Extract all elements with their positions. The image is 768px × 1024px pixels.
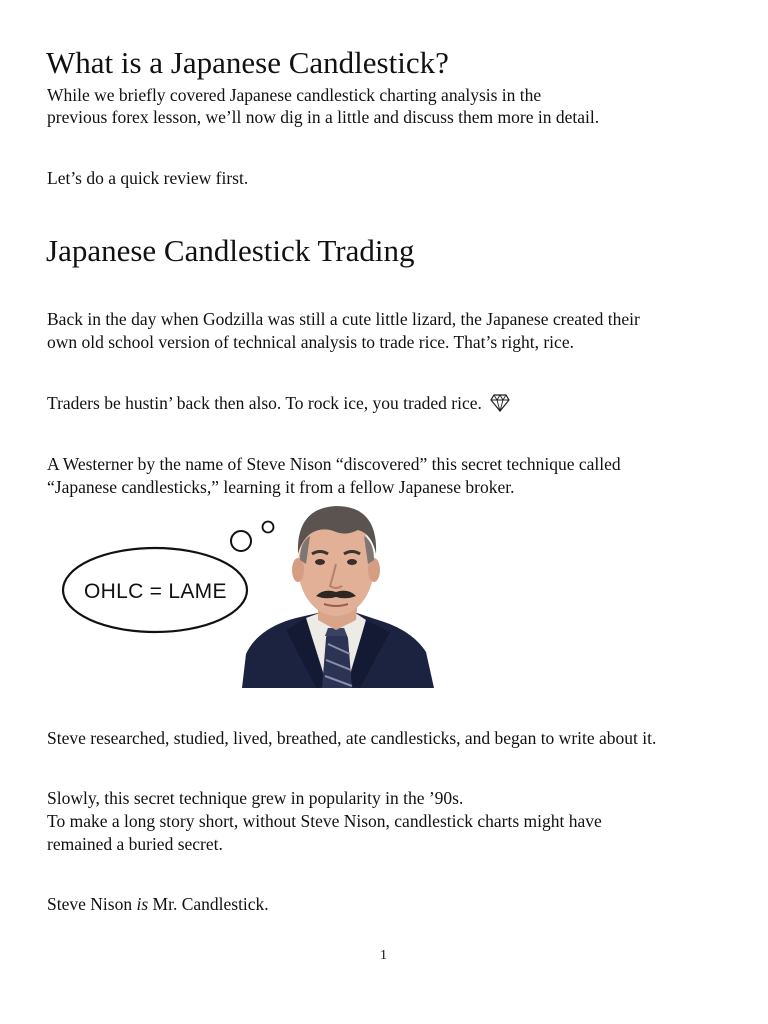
godzilla-line-1: Back in the day when Godzilla was still a cute little lizard, the Japanese created their: [47, 309, 640, 329]
westerner-line-2: “Japanese candlesticks,” learning it from a fellow Japanese broker.: [47, 477, 515, 497]
long-story-line-2: remained a buried secret.: [47, 834, 223, 854]
thought-bubble-dot-small: [263, 522, 274, 533]
long-story-line-1: To make a long story short, without Steve Nison, candlestick charts might have: [47, 811, 602, 831]
mr-candlestick-before: Steve Nison: [47, 894, 137, 914]
thought-bubble-text: OHLC = LAME: [84, 580, 227, 603]
traders-text: Traders be hustin’ back then also. To rock ice, you traded rice.: [47, 393, 482, 413]
man-portrait: [242, 506, 434, 688]
traders-paragraph: [47, 392, 510, 414]
mr-candlestick-after: Mr. Candlestick.: [148, 894, 269, 914]
heading-what-is-candlestick: What is a Japanese Candlestick?: [46, 45, 449, 80]
thought-bubble-dot-large: [231, 531, 251, 551]
diamond-icon: [490, 394, 510, 412]
popularity-text: Slowly, this secret technique grew in popularity in the ’90s.: [47, 788, 464, 808]
westerner-line-1: A Westerner by the name of Steve Nison “discovered” this secret technique called: [47, 454, 621, 474]
heading-candlestick-trading: Japanese Candlestick Trading: [46, 233, 415, 268]
mr-candlestick-text: [47, 893, 269, 915]
steve-researched-text: Steve researched, studied, lived, breathed, ate candlesticks, and began to write about it.: [47, 728, 657, 748]
godzilla-line-2: own old school version of technical analysis to trade rice. That’s right, rice.: [47, 332, 574, 352]
intro-line-1: While we briefly covered Japanese candlestick charting analysis in the: [47, 85, 542, 105]
quick-review-text: Let’s do a quick review first.: [47, 168, 249, 188]
intro-line-2: previous forex lesson, we’ll now dig in a little and discuss them more in detail.: [47, 107, 600, 127]
page-number: 1: [380, 948, 387, 963]
mr-candlestick-italic: is: [136, 894, 149, 914]
